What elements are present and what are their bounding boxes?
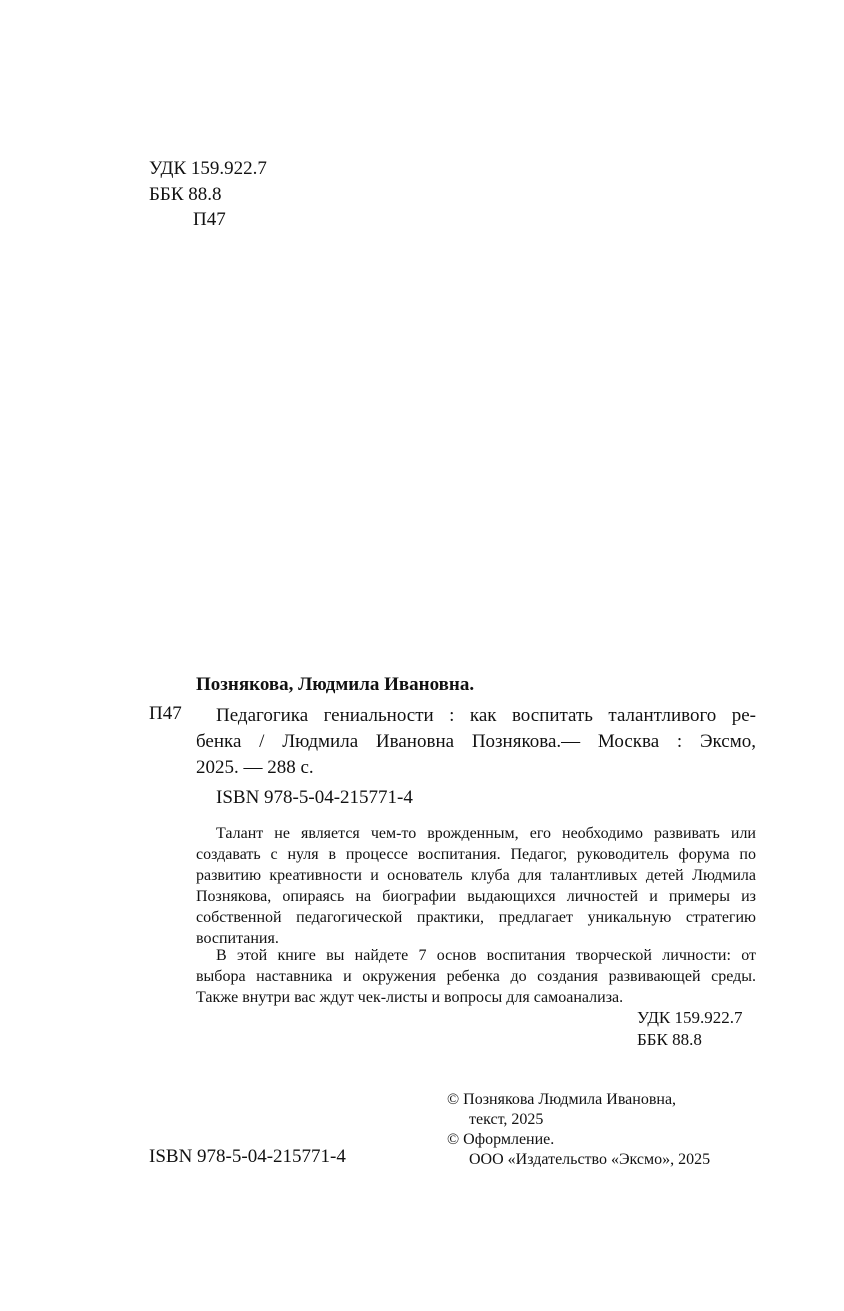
- copyright-line: ООО «Издательство «Эксмо», 2025: [469, 1151, 711, 1168]
- description-line: бенка / Людмила Ивановна Познякова.— Москва : Эксмо,: [196, 731, 756, 752]
- annotation-line: создавать с нуля в процессе воспитания. Педагог, руководитель форума по: [196, 846, 756, 863]
- copyright-line: © Оформление.: [447, 1131, 555, 1148]
- author-sign: П47: [193, 209, 226, 230]
- annotation-line: Талант не является чем-то врожденным, его необходимо развивать или: [216, 825, 756, 842]
- description-line: Педагогика гениальности : как воспитать талантливого ре-: [216, 705, 756, 726]
- copyright-line: текст, 2025: [469, 1111, 544, 1128]
- isbn-bottom: ISBN 978-5-04-215771-4: [149, 1146, 346, 1167]
- entry-isbn: ISBN 978-5-04-215771-4: [216, 787, 413, 808]
- annotation-line: развитию креативности и основатель клуба для талантливых детей Людмила: [196, 867, 756, 884]
- annotation-line: воспитания.: [196, 930, 279, 947]
- annotation-line: Познякова, опираясь на биографии выдающихся личностей и примеры из: [196, 888, 756, 905]
- bbk-code: ББК 88.8: [149, 184, 222, 205]
- annotation-line: В этой книге вы найдете 7 основ воспитания творческой личности: от: [216, 947, 756, 964]
- description-line: 2025. — 288 с.: [196, 757, 314, 778]
- annotation-line: собственной педагогической практики, предлагает уникальную стратегию: [196, 909, 756, 926]
- annotation-line: Также внутри вас ждут чек-листы и вопросы для самоанализа.: [196, 989, 624, 1006]
- entry-author-sign: П47: [149, 703, 182, 724]
- annotation-line: выбора наставника и окружения ребенка до создания развивающей среды.: [196, 968, 756, 985]
- udk-code-bottom: УДК 159.922.7: [637, 1008, 743, 1027]
- copyright-line: © Познякова Людмила Ивановна,: [447, 1091, 677, 1108]
- author-heading: Познякова, Людмила Ивановна.: [196, 674, 475, 695]
- bbk-code-bottom: ББК 88.8: [637, 1030, 702, 1049]
- udk-code: УДК 159.922.7: [149, 158, 267, 179]
